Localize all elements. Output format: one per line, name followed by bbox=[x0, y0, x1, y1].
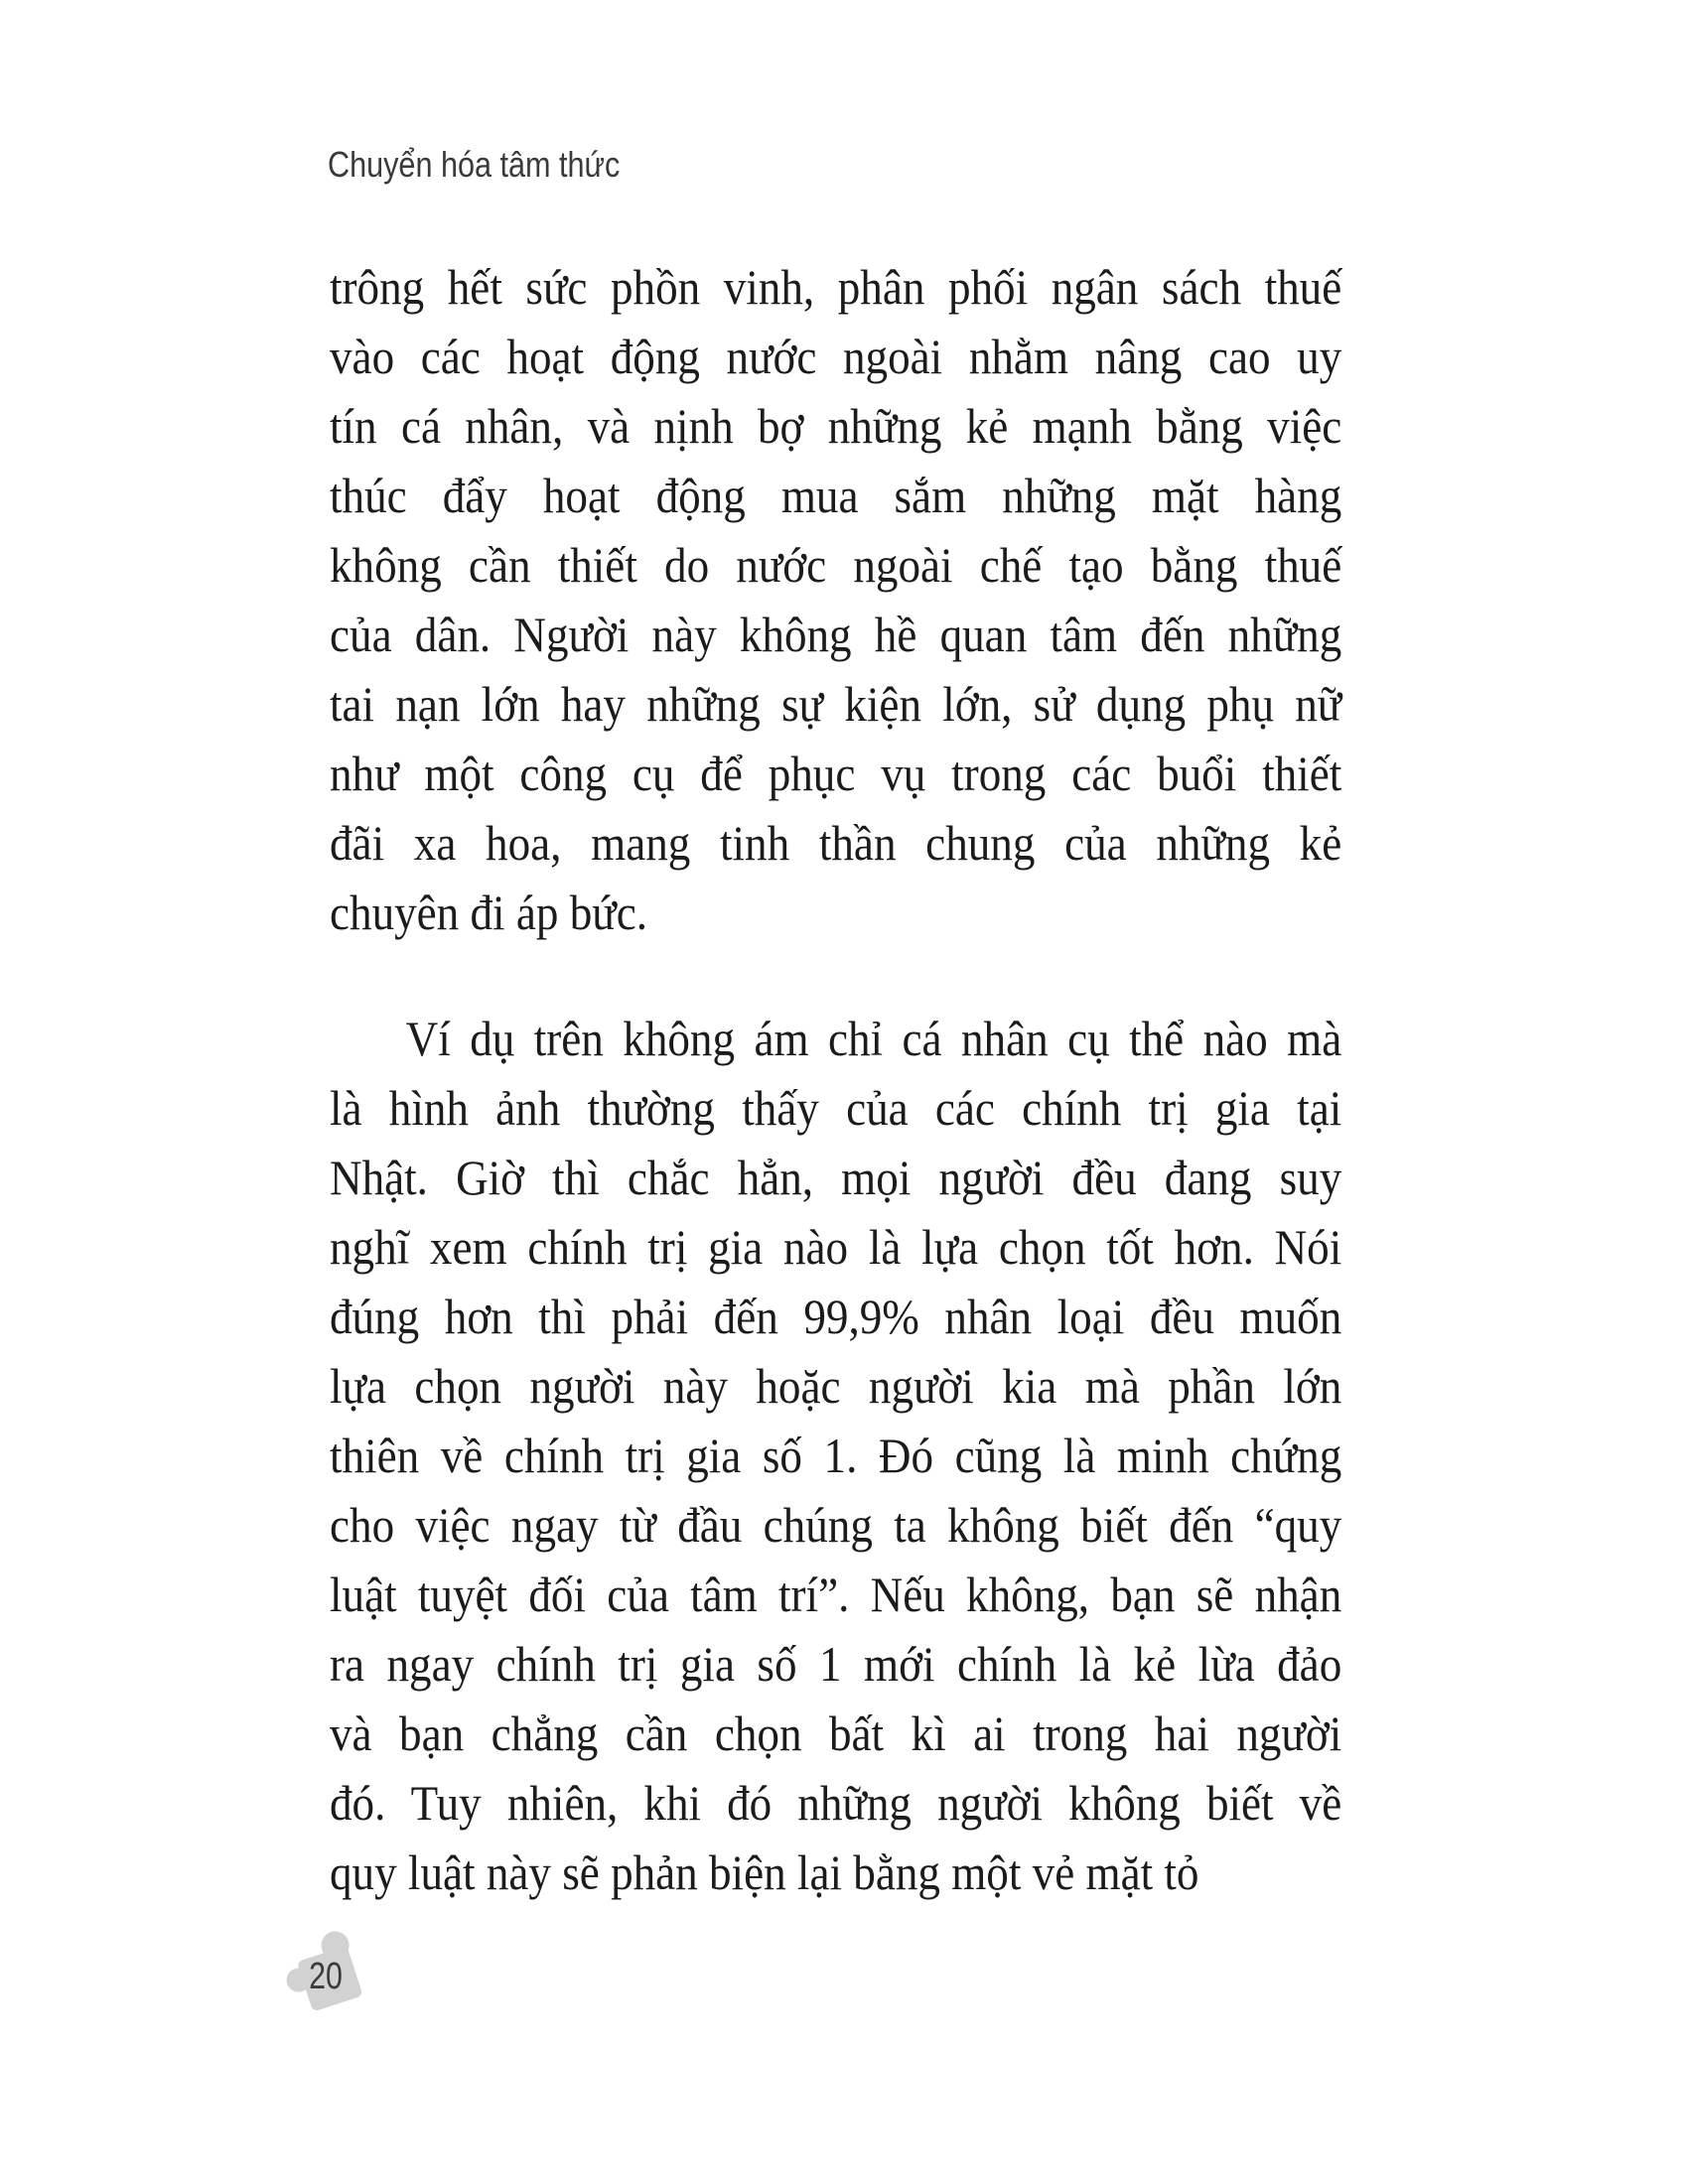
page-number: 20 bbox=[309, 1955, 343, 1997]
text-line: cho việc ngay từ đầu chúng ta không biết đến “quy bbox=[330, 1497, 1342, 1553]
text-line: như một công cụ để phục vụ trong các buổi thiết bbox=[330, 746, 1342, 801]
text-line: chuyên đi áp bức. bbox=[330, 885, 647, 940]
running-header-text: Chuyển hóa tâm thức bbox=[328, 144, 621, 185]
paragraph-1 bbox=[330, 252, 1341, 947]
text-line: trông hết sức phồn vinh, phân phối ngân sách thuế bbox=[330, 259, 1342, 315]
text-line: không cần thiết do nước ngoài chế tạo bằng thuế bbox=[330, 537, 1342, 593]
text-line: thiên về chính trị gia số 1. Đó cũng là minh chứng bbox=[330, 1428, 1342, 1483]
running-header bbox=[328, 144, 671, 185]
text-line: của dân. Người này không hề quan tâm đến những bbox=[330, 607, 1342, 662]
page-number-marker bbox=[282, 1926, 375, 2019]
text-line: đúng hơn thì phải đến 99,9% nhân loại đều muốn bbox=[330, 1289, 1342, 1344]
text-line: là hình ảnh thường thấy của các chính trị gia tại bbox=[330, 1080, 1342, 1136]
text-line: vào các hoạt động nước ngoài nhằm nâng cao uy bbox=[330, 329, 1342, 384]
text-line: đó. Tuy nhiên, khi đó những người không biết về bbox=[330, 1775, 1342, 1831]
body-text bbox=[330, 252, 1341, 1907]
text-line: nghĩ xem chính trị gia nào là lựa chọn tốt hơn. Nói bbox=[330, 1219, 1342, 1275]
text-line: thúc đẩy hoạt động mua sắm những mặt hàng bbox=[330, 468, 1342, 523]
text-line: tai nạn lớn hay những sự kiện lớn, sử dụng phụ nữ bbox=[330, 676, 1342, 732]
text-line: Nhật. Giờ thì chắc hẳn, mọi người đều đang suy bbox=[330, 1150, 1342, 1205]
text-line: luật tuyệt đối của tâm trí”. Nếu không, bạn sẽ nhận bbox=[330, 1567, 1342, 1622]
paragraph-2 bbox=[330, 1004, 1341, 1907]
text-line: quy luật này sẽ phản biện lại bằng một vẻ mặt tỏ bbox=[330, 1844, 1199, 1900]
text-line: ra ngay chính trị gia số 1 mới chính là kẻ lừa đảo bbox=[330, 1636, 1342, 1692]
text-line: đãi xa hoa, mang tinh thần chung của những kẻ bbox=[330, 815, 1342, 871]
text-line: tín cá nhân, và nịnh bợ những kẻ mạnh bằng việc bbox=[330, 398, 1342, 454]
text-line: lựa chọn người này hoặc người kia mà phần lớn bbox=[330, 1358, 1342, 1414]
text-line: Ví dụ trên không ám chỉ cá nhân cụ thể nào mà bbox=[405, 1011, 1342, 1066]
text-line: và bạn chẳng cần chọn bất kì ai trong hai người bbox=[330, 1706, 1342, 1761]
